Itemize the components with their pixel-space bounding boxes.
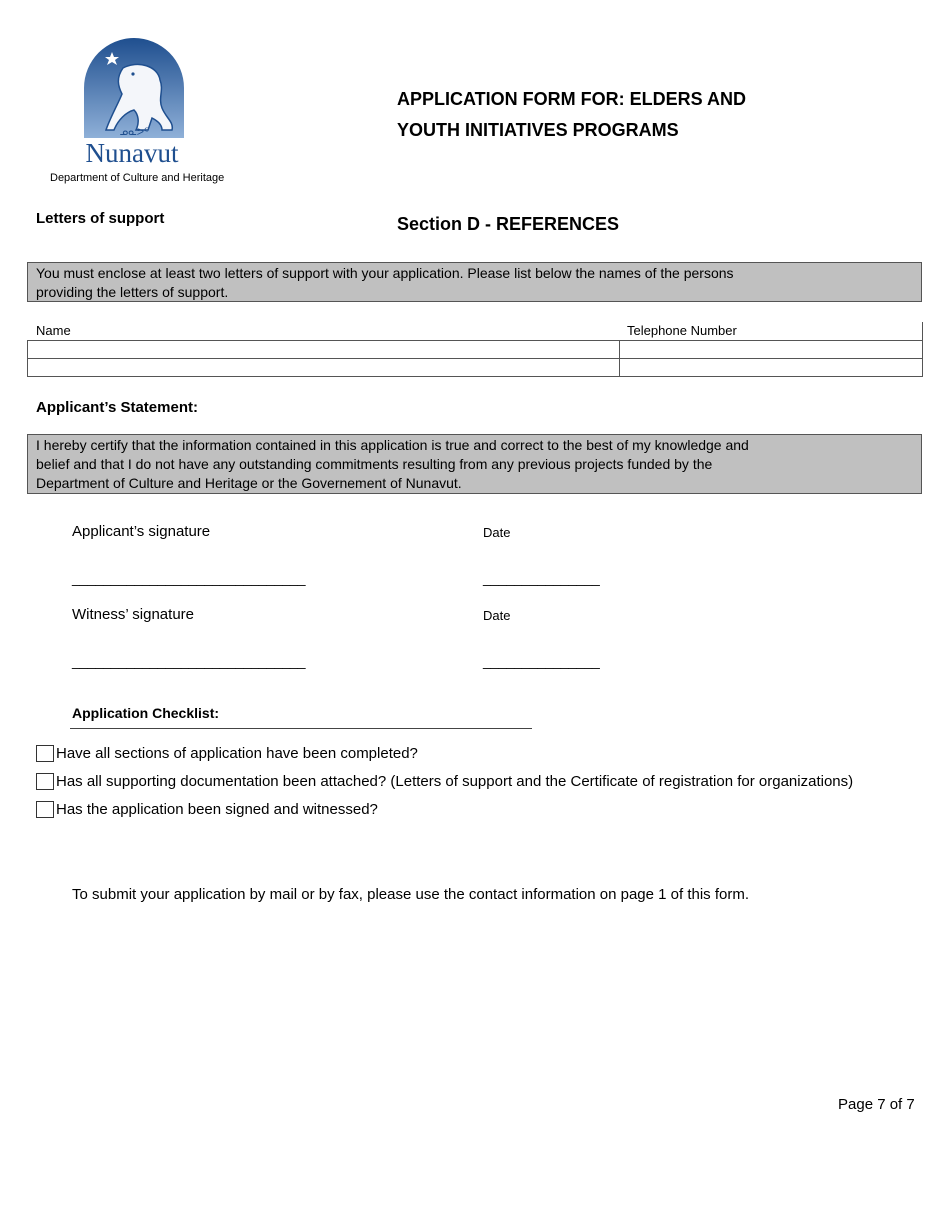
checklist-checkbox[interactable] (36, 801, 54, 818)
certification-line1: I hereby certify that the information contained in this application is true and correct to the best of my knowledge and (36, 437, 749, 453)
checklist-checkbox[interactable] (36, 773, 54, 790)
checklist-divider (70, 728, 532, 729)
polar-bear-logo-icon (78, 38, 190, 168)
form-title-line1: APPLICATION FORM FOR: ELDERS AND (397, 89, 746, 109)
support-notice-box (27, 262, 922, 302)
column-header-telephone: Telephone Number (627, 323, 737, 338)
checklist-item-label: Have all sections of application have been completed? (56, 745, 418, 762)
table-edge (922, 322, 923, 341)
department-name: Department of Culture and Heritage (50, 172, 225, 184)
letters-of-support-heading: Letters of support (36, 210, 165, 227)
applicant-signature-label: Applicant’s signature (72, 523, 211, 540)
checklist-item-label: Has the application been signed and witnessed? (56, 801, 378, 818)
witness-date-label: Date (483, 608, 511, 623)
column-header-name: Name (36, 323, 71, 338)
table-row (28, 359, 923, 377)
support-notice-line1: You must enclose at least two letters of support with your application. Please list below the names of the persons (36, 265, 734, 281)
form-title-line2: YOUTH INITIATIVES PROGRAMS (397, 120, 679, 140)
applicant-date-label: Date (483, 525, 511, 540)
witness-signature-label: Witness’ signature (72, 606, 194, 623)
checklist-item-label: Has all supporting documentation been attached? (Letters of support and the Certificate of registration for organizations) (56, 773, 854, 790)
references-table (27, 340, 923, 377)
section-heading: Section D - REFERENCES (397, 214, 620, 234)
applicant-signature-line[interactable]: ______________________________ (72, 570, 306, 586)
reference-phone-cell[interactable] (620, 341, 923, 359)
submission-note: To submit your application by mail or by fax, please use the contact information on page 1 of this form. (72, 886, 750, 903)
witness-signature-line[interactable]: ______________________________ (72, 653, 306, 669)
certification-line2: belief and that I do not have any outstanding commitments resulting from any previous projects funded by the (36, 456, 713, 472)
certification-box (27, 434, 922, 494)
reference-name-cell[interactable] (28, 359, 620, 377)
checklist-item (36, 773, 853, 790)
svg-text:ᓄᓇᕗᑦ: ᓄᓇᕗᑦ (119, 127, 149, 138)
checklist-heading: Application Checklist: (72, 705, 220, 721)
witness-date-line[interactable]: _______________ (483, 653, 600, 669)
reference-phone-cell[interactable] (620, 359, 923, 377)
applicant-statement-heading: Applicant’s Statement: (36, 399, 198, 416)
support-notice-line2: providing the letters of support. (36, 284, 229, 300)
form-title (397, 84, 746, 146)
certification-line3: Department of Culture and Heritage or the Governement of Nunavut. (36, 475, 462, 491)
table-row (28, 341, 923, 359)
applicant-date-line[interactable]: _______________ (483, 570, 600, 586)
checklist-item (36, 801, 378, 818)
page-number: Page 7 of 7 (838, 1096, 915, 1113)
reference-name-cell[interactable] (28, 341, 620, 359)
checklist-checkbox[interactable] (36, 745, 54, 762)
checklist-item (36, 745, 418, 762)
nunavut-logo (78, 38, 190, 168)
svg-text:Nunavut: Nunavut (85, 138, 179, 168)
